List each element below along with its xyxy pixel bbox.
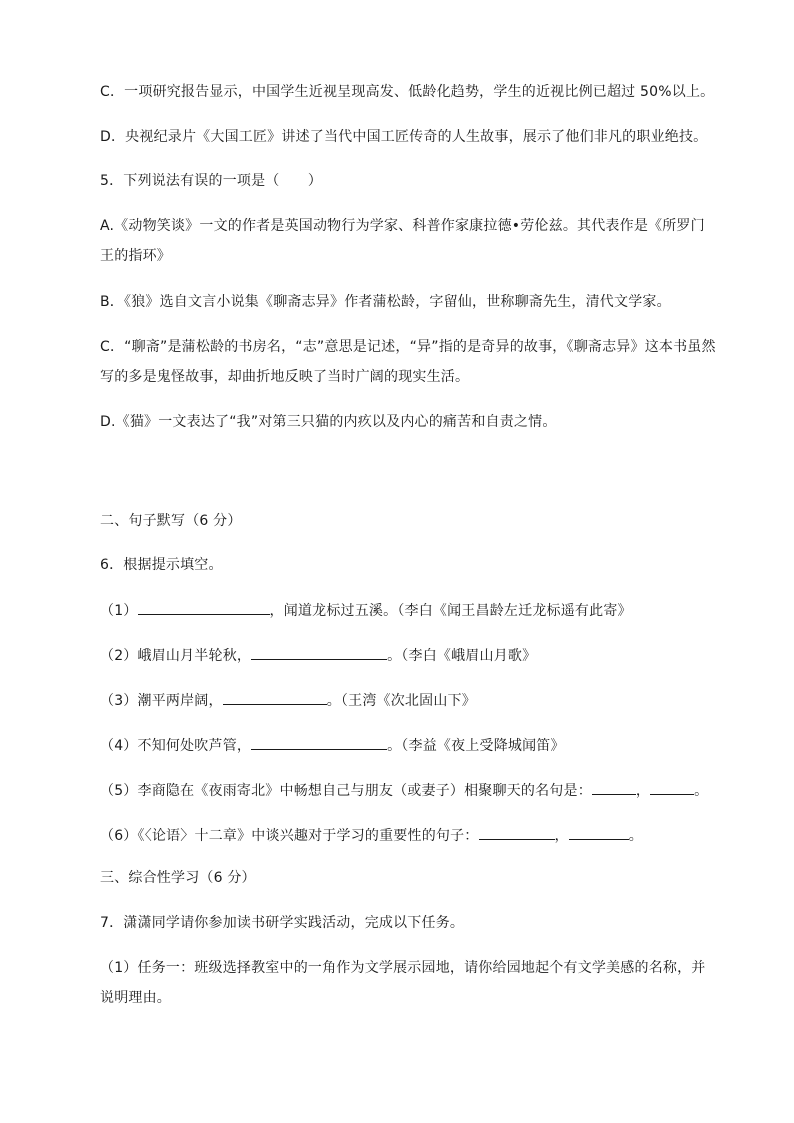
question-5-option-d: D.《猫》一文表达了“我”对第三只猫的内疚以及内心的痛苦和自责之情。: [100, 414, 557, 430]
item-6-separator: ，: [554, 828, 569, 844]
item-5-suffix: 。: [694, 783, 709, 799]
question-6-item-3: [100, 690, 476, 711]
section-2-heading: 二、句子默写（6 分）: [100, 513, 242, 529]
question-7-task-1-line-1: （1）任务一：班级选择教室中的一角作为文学展示园地，请你给园地起个有文学美感的名称，并: [100, 960, 706, 976]
item-1-prefix: （1）: [100, 603, 138, 619]
fill-blank-6a[interactable]: [479, 825, 555, 840]
question-6-item-6: [100, 825, 643, 846]
item-1-suffix: ，闻道龙标过五溪。（李白《闻王昌龄左迁龙标遥有此寄》: [269, 603, 632, 619]
fill-blank-6b[interactable]: [569, 825, 629, 840]
fill-blank-1[interactable]: [138, 600, 270, 615]
item-6-suffix: 。: [628, 828, 643, 844]
question-4-option-c: C．一项研究报告显示，中国学生近视呈现高发、低龄化趋势，学生的近视比例已超过 50%以上。: [100, 84, 715, 100]
item-6-prefix: （6）《〈论语〉十二章》中谈兴趣对于学习的重要性的句子：: [100, 828, 479, 844]
fill-blank-5b[interactable]: [650, 780, 694, 795]
question-5-stem: 5．下列说法有误的一项是（ ）: [100, 173, 323, 189]
item-2-prefix: （2）峨眉山月半轮秋，: [100, 648, 252, 664]
question-6-item-2: [100, 645, 536, 666]
question-6-stem: 6．根据提示填空。: [100, 557, 223, 573]
question-7-stem: 7．潇潇同学请你参加读书研学实践活动，完成以下任务。: [100, 915, 465, 931]
item-3-suffix: 。（王湾《次北固山下》: [326, 693, 476, 709]
item-5-prefix: （5）李商隐在《夜雨寄北》中畅想自己与朋友（或妻子）相聚聊天的名句是：: [100, 783, 592, 799]
item-5-separator: ，: [635, 783, 651, 799]
question-5-option-a-line-2: 王的指环》: [100, 248, 171, 264]
item-4-prefix: （4）不知何处吹芦管，: [100, 738, 252, 754]
section-3-heading: 三、综合性学习（6 分）: [100, 870, 256, 886]
question-4-option-d: D．央视纪录片《大国工匠》讲述了当代中国工匠传奇的人生故事，展示了他们非凡的职业绝技。: [100, 129, 708, 145]
fill-blank-5a[interactable]: [592, 780, 636, 795]
question-5-option-c-line-1: C．“聊斋”是蒲松龄的书房名，“志”意思是记述，“异”指的是奇异的故事，《聊斋志异》这本书虽然: [100, 339, 716, 355]
question-7-task-1-line-2: 说明理由。: [100, 990, 171, 1006]
item-3-prefix: （3）潮平两岸阔，: [100, 693, 223, 709]
item-2-suffix: 。（李白《峨眉山月歌》: [387, 648, 537, 664]
question-6-item-4: [100, 735, 565, 756]
question-5-option-b: B．《狼》选自文言小说集《聊斋志异》作者蒲松龄，字留仙，世称聊斋先生，清代文学家。: [100, 294, 671, 310]
item-4-suffix: 。（李益《夜上受降城闻笛》: [387, 738, 565, 754]
question-6-item-5: [100, 780, 708, 801]
question-6-item-1: [100, 600, 632, 621]
question-5-option-c-line-2: 写的多是鬼怪故事，却曲折地反映了当时广阔的现实生活。: [100, 369, 470, 385]
question-5-option-a-line-1: A.《动物笑谈》一文的作者是英国动物行为学家、科普作家康拉德•劳伦兹。其代表作是《所罗门: [100, 218, 705, 234]
fill-blank-2[interactable]: [251, 645, 387, 660]
fill-blank-4[interactable]: [251, 735, 387, 750]
fill-blank-3[interactable]: [223, 690, 327, 705]
